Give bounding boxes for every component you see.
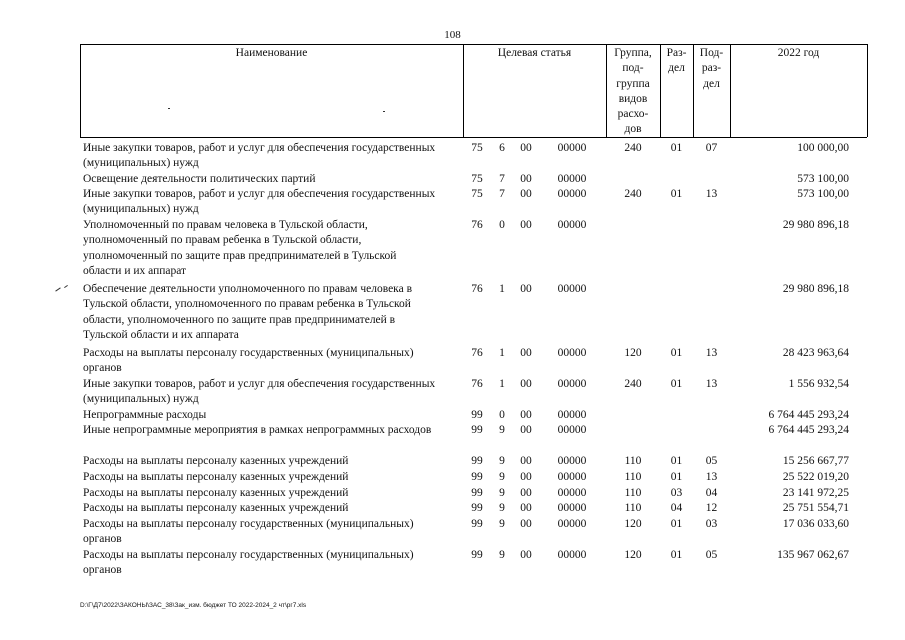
row-subsection: 05 xyxy=(705,455,718,467)
row-name-line: Непрограммные расходы xyxy=(83,409,207,421)
target-code-subprogram: 1 xyxy=(499,347,505,359)
target-code-subprogram: 6 xyxy=(499,142,505,154)
target-code-expense: 00000 xyxy=(557,549,587,561)
table-row xyxy=(80,172,867,187)
target-code-expense: 00000 xyxy=(557,424,587,436)
target-code-subprogram: 9 xyxy=(499,471,505,483)
target-code-direction: 00 xyxy=(520,455,532,467)
row-amount: 6 764 445 293,24 xyxy=(768,424,849,436)
row-name-line: Освещение деятельности политических партий xyxy=(83,173,316,185)
target-code-program: 99 xyxy=(471,502,483,514)
row-group: 240 xyxy=(624,188,642,200)
row-section: 01 xyxy=(670,455,683,467)
target-code-program: 99 xyxy=(471,409,483,421)
row-name xyxy=(83,408,465,423)
target-code-expense: 00000 xyxy=(557,471,587,483)
header-section xyxy=(660,46,693,77)
row-amount: 135 967 062,67 xyxy=(777,549,849,561)
table-row xyxy=(80,187,867,218)
target-code-subprogram: 9 xyxy=(499,455,505,467)
target-code-subprogram: 9 xyxy=(499,424,505,436)
table-row xyxy=(80,517,867,548)
scan-speck xyxy=(168,108,170,109)
target-code-expense: 00000 xyxy=(557,378,587,390)
row-amount: 25 522 019,20 xyxy=(782,471,849,483)
row-name xyxy=(83,172,465,187)
header-group-line: под- xyxy=(622,62,644,75)
row-name-line: Расходы на выплаты персоналу казенных учреждений xyxy=(83,471,349,483)
header-top-border xyxy=(80,44,867,45)
target-code-expense: 00000 xyxy=(557,487,587,499)
row-subsection: 07 xyxy=(705,142,718,154)
row-section: 01 xyxy=(670,142,683,154)
target-code-program: 76 xyxy=(471,347,483,359)
row-amount: 573 100,00 xyxy=(797,188,849,200)
table-row xyxy=(80,501,867,516)
header-target: Целевая статья xyxy=(497,47,572,59)
row-name xyxy=(83,377,465,408)
row-name-line: Иные закупки товаров, работ и услуг для обеспечения государственных xyxy=(83,188,436,200)
row-subsection: 13 xyxy=(705,471,718,483)
row-amount: 15 256 667,77 xyxy=(782,455,849,467)
table-row xyxy=(80,377,867,408)
target-code-expense: 00000 xyxy=(557,173,587,185)
row-amount: 28 423 963,64 xyxy=(782,347,849,359)
scan-speck xyxy=(64,285,68,288)
row-amount: 29 980 896,18 xyxy=(782,219,849,231)
row-name-line: органов xyxy=(83,533,122,546)
target-code-subprogram: 1 xyxy=(499,378,505,390)
target-code-program: 99 xyxy=(471,518,483,530)
row-group: 110 xyxy=(624,455,642,467)
table-row xyxy=(80,486,867,501)
target-code-subprogram: 9 xyxy=(499,487,505,499)
row-name-line: Иные непрограммные мероприятия в рамках непрограммных расходов xyxy=(83,424,432,436)
row-name-line: Расходы на выплаты персоналу государственных (муниципальных) xyxy=(83,518,414,530)
table-row xyxy=(80,218,867,279)
target-code-expense: 00000 xyxy=(557,518,587,530)
target-code-direction: 00 xyxy=(520,471,532,483)
row-section: 03 xyxy=(670,487,683,499)
target-code-program: 99 xyxy=(471,424,483,436)
target-code-subprogram: 9 xyxy=(499,502,505,514)
target-code-direction: 00 xyxy=(520,219,532,231)
target-code-direction: 00 xyxy=(520,142,532,154)
target-code-subprogram: 9 xyxy=(499,549,505,561)
row-name-line: Тульской области и их аппарата xyxy=(83,328,239,341)
header-subsection-line: дел xyxy=(703,77,720,90)
target-code-expense: 00000 xyxy=(557,142,587,154)
target-code-expense: 00000 xyxy=(557,283,587,295)
target-code-program: 75 xyxy=(471,188,483,200)
target-code-subprogram: 7 xyxy=(499,173,505,185)
row-subsection: 13 xyxy=(705,188,718,200)
scan-speck xyxy=(383,111,385,112)
row-subsection: 03 xyxy=(705,518,718,530)
row-name-line: Расходы на выплаты персоналу государственных (муниципальных) xyxy=(83,549,414,561)
row-subsection: 13 xyxy=(705,378,718,390)
row-subsection: 05 xyxy=(705,549,718,561)
target-code-program: 76 xyxy=(471,283,483,295)
table-row xyxy=(80,454,867,469)
target-code-program: 75 xyxy=(471,173,483,185)
row-name-line: Уполномоченный по правам человека в Тульской области, xyxy=(83,219,368,231)
row-group: 110 xyxy=(624,471,642,483)
row-name-line: Расходы на выплаты персоналу государственных (муниципальных) xyxy=(83,347,414,359)
row-name-line: (муниципальных) нужд xyxy=(83,393,199,406)
row-name-line: органов xyxy=(83,564,122,577)
row-amount: 25 751 554,71 xyxy=(782,502,849,514)
row-amount: 23 141 972,25 xyxy=(782,487,849,499)
row-amount: 1 556 932,54 xyxy=(788,378,849,390)
row-amount: 573 100,00 xyxy=(797,173,849,185)
row-name-line: Расходы на выплаты персоналу казенных учреждений xyxy=(83,455,349,467)
row-amount: 29 980 896,18 xyxy=(782,283,849,295)
header-subsection-line: Под- xyxy=(699,47,724,59)
header-group-line: Группа, xyxy=(614,47,652,59)
row-amount: 100 000,00 xyxy=(797,142,849,154)
table-row xyxy=(80,408,867,423)
row-name xyxy=(83,454,465,469)
header-group-line: группа xyxy=(616,77,650,90)
table-row xyxy=(80,346,867,377)
row-name xyxy=(83,187,465,218)
scan-speck xyxy=(55,287,60,291)
row-name-line: Расходы на выплаты персоналу казенных учреждений xyxy=(83,487,349,499)
row-name-line: уполномоченный по защите прав предпринимателей в Тульской xyxy=(83,249,397,262)
target-code-program: 76 xyxy=(471,378,483,390)
row-name xyxy=(83,501,465,516)
row-group: 240 xyxy=(624,378,642,390)
target-code-expense: 00000 xyxy=(557,502,587,514)
target-code-direction: 00 xyxy=(520,518,532,530)
target-code-direction: 00 xyxy=(520,173,532,185)
target-code-direction: 00 xyxy=(520,487,532,499)
row-subsection: 13 xyxy=(705,347,718,359)
target-code-direction: 00 xyxy=(520,188,532,200)
target-code-expense: 00000 xyxy=(557,347,587,359)
row-subsection: 04 xyxy=(705,487,718,499)
header-group-line: дов xyxy=(624,123,642,136)
target-code-program: 99 xyxy=(471,549,483,561)
header-bottom-border xyxy=(80,137,867,138)
target-code-expense: 00000 xyxy=(557,219,587,231)
header-group-line: видов xyxy=(618,92,648,105)
row-group: 120 xyxy=(624,549,642,561)
target-code-direction: 00 xyxy=(520,502,532,514)
page-number: 108 xyxy=(444,29,461,41)
table-row xyxy=(80,470,867,485)
target-code-direction: 00 xyxy=(520,283,532,295)
target-code-subprogram: 7 xyxy=(499,188,505,200)
row-name xyxy=(83,346,465,377)
row-section: 01 xyxy=(670,347,683,359)
row-section: 01 xyxy=(670,518,683,530)
row-name-line: Иные закупки товаров, работ и услуг для обеспечения государственных xyxy=(83,142,436,154)
target-code-program: 99 xyxy=(471,455,483,467)
header-name: Наименование xyxy=(235,47,308,59)
header-section-line: Раз- xyxy=(666,47,687,59)
row-group: 120 xyxy=(624,518,642,530)
row-name-line: Иные закупки товаров, работ и услуг для обеспечения государственных xyxy=(83,378,436,390)
table-row xyxy=(80,141,867,172)
row-section: 01 xyxy=(670,549,683,561)
row-name-line: уполномоченный по правам ребенка в Тульской области, xyxy=(83,234,362,247)
row-amount: 6 764 445 293,24 xyxy=(768,409,849,421)
target-code-expense: 00000 xyxy=(557,188,587,200)
row-name-line: области и их аппарат xyxy=(83,264,187,277)
row-name-line: области, уполномоченного по защите прав предпринимателей в xyxy=(83,313,396,326)
header-divider xyxy=(867,44,868,137)
row-name xyxy=(83,282,465,343)
row-name-line: Тульской области, уполномоченного по правам ребенка в Тульской xyxy=(83,298,411,311)
header-section-line: дел xyxy=(668,62,685,75)
target-code-program: 75 xyxy=(471,142,483,154)
target-code-program: 99 xyxy=(471,487,483,499)
table-row xyxy=(80,423,867,438)
row-name xyxy=(83,548,465,579)
target-code-expense: 00000 xyxy=(557,409,587,421)
row-name xyxy=(83,470,465,485)
row-section: 04 xyxy=(670,502,683,514)
row-name xyxy=(83,218,465,279)
header-group-line: расхо- xyxy=(617,108,649,121)
row-group: 120 xyxy=(624,347,642,359)
target-code-direction: 00 xyxy=(520,378,532,390)
row-name-line: (муниципальных) нужд xyxy=(83,157,199,170)
header-group xyxy=(606,46,660,138)
row-section: 01 xyxy=(670,188,683,200)
target-code-subprogram: 1 xyxy=(499,283,505,295)
row-subsection: 12 xyxy=(705,502,718,514)
header-year: 2022 год xyxy=(777,47,820,59)
target-code-direction: 00 xyxy=(520,424,532,436)
header-subsection-line: раз- xyxy=(701,62,722,75)
row-name-line: Обеспечение деятельности уполномоченного по правам человека в xyxy=(83,283,413,295)
target-code-program: 76 xyxy=(471,219,483,231)
target-code-subprogram: 0 xyxy=(499,219,505,231)
target-code-direction: 00 xyxy=(520,409,532,421)
file-path-footer: D:\Г\Д7\2022\ЗАКОНЫ\ЗАС_38\Зак_изм. бюджет ТО 2022-2024_2 чт\рг7.xls xyxy=(80,602,307,609)
row-amount: 17 036 033,60 xyxy=(782,518,849,530)
row-name xyxy=(83,517,465,548)
row-group: 110 xyxy=(624,502,642,514)
table-row xyxy=(80,282,867,343)
row-name xyxy=(83,141,465,172)
row-name xyxy=(83,423,465,438)
target-code-direction: 00 xyxy=(520,549,532,561)
row-name-line: органов xyxy=(83,362,122,375)
target-code-expense: 00000 xyxy=(557,455,587,467)
target-code-subprogram: 0 xyxy=(499,409,505,421)
row-name-line: (муниципальных) нужд xyxy=(83,203,199,216)
row-section: 01 xyxy=(670,378,683,390)
row-name-line: Расходы на выплаты персоналу казенных учреждений xyxy=(83,502,349,514)
target-code-direction: 00 xyxy=(520,347,532,359)
header-subsection xyxy=(693,46,730,92)
target-code-program: 99 xyxy=(471,471,483,483)
target-code-subprogram: 9 xyxy=(499,518,505,530)
row-section: 01 xyxy=(670,471,683,483)
row-name xyxy=(83,486,465,501)
table-row xyxy=(80,548,867,579)
row-group: 110 xyxy=(624,487,642,499)
row-group: 240 xyxy=(624,142,642,154)
